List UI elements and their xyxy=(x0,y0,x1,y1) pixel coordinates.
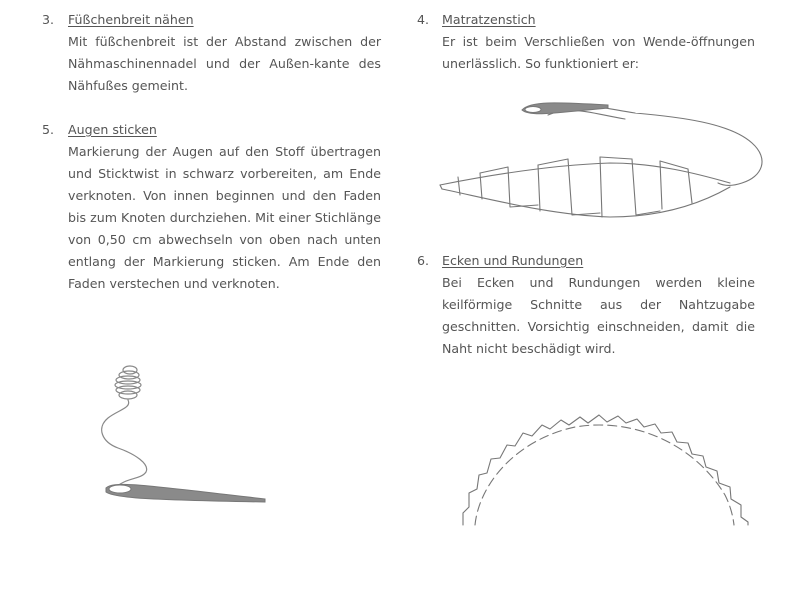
section-number: 5. xyxy=(42,122,55,137)
section-number: 3. xyxy=(42,12,55,27)
section-body: Bei Ecken und Rundungen werden kleine keilförmige Schnitte aus der Nahtzugabe geschnitten. Vorsichtig einschneiden, damit die Naht nicht beschädigt wird. xyxy=(442,275,755,356)
section-heading: Füßchenbreit nähen xyxy=(68,12,194,27)
mattress-stitch-illustration xyxy=(430,95,770,230)
section-number: 6. xyxy=(417,253,430,268)
section-number: 4. xyxy=(417,12,430,27)
section-heading: Matratzenstich xyxy=(442,12,536,27)
section-heading: Ecken und Rundungen xyxy=(442,253,584,268)
section-heading: Augen sticken xyxy=(68,122,157,137)
curve-notches-illustration xyxy=(455,385,755,530)
section-body: Er ist beim Verschließen von Wende-öffnungen unerlässlich. So funktioniert er: xyxy=(442,34,755,71)
section-body: Markierung der Augen auf den Stoff übertragen und Sticktwist in schwarz vorbereiten, am Ende verknoten. Von innen beginnen und den Faden bis zum Knoten durchziehen. Mit einer Stichlänge von 0,50 cm abwechseln von oben nach unten entlang der Markierung sticken. Am Ende den Faden verstechen und verknoten. xyxy=(68,144,381,291)
needle-knot-illustration xyxy=(90,360,280,510)
section-body: Mit füßchenbreit ist der Abstand zwischen der Nähmaschinennadel und der Außen-kante des Nähfußes gemeint. xyxy=(68,34,381,93)
